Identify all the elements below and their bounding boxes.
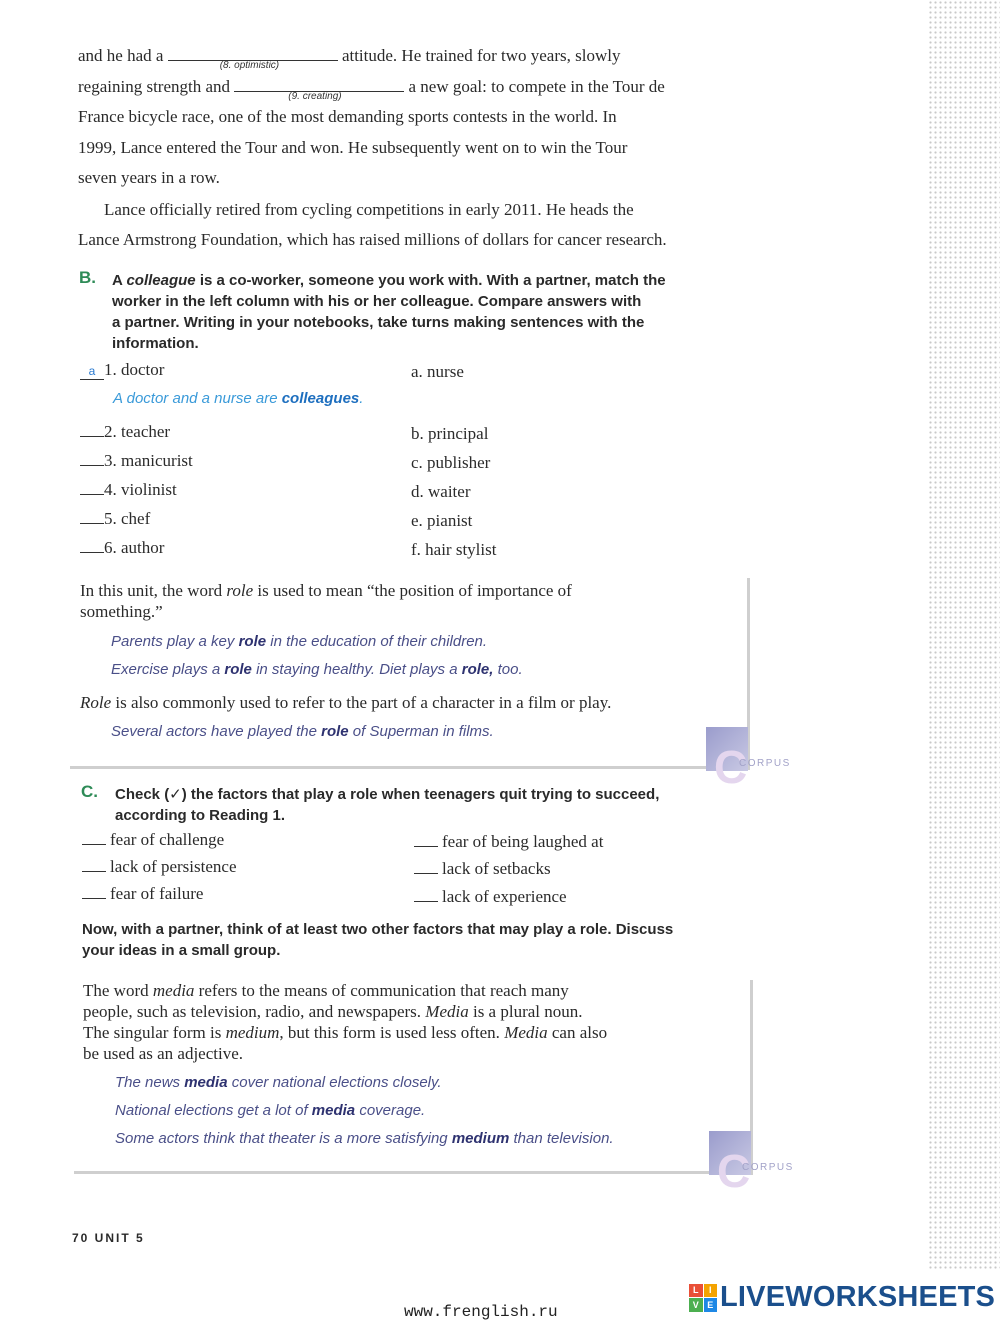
example-keyword: colleagues [281,390,360,407]
match-left-item: 6. author [104,538,165,557]
dotted-margin [928,0,1000,1270]
logo-cell: E [704,1298,718,1312]
ex-keyword: role, [461,661,494,678]
def-text: is used to mean “the position of importance of [253,581,572,600]
ex-text: in the education of their children. [266,633,488,650]
ex-text: cover national elections closely. [227,1074,442,1091]
logo-cell: I [704,1284,718,1298]
def-text: something.” [80,602,163,621]
ex-text: than television. [509,1130,614,1147]
instr-text: A [112,272,127,289]
instr-text: Check (✓) the factors that play a role when teenagers quit trying to succeed, [115,786,660,803]
match-left-item: 1. doctor [104,360,165,379]
def-text: The word [83,981,153,1000]
ex-text: coverage. [355,1102,426,1119]
instr-text: a partner. Writing in your notebooks, take turns making sentences with the [112,314,645,331]
role-also [80,692,611,713]
ex-text: of Superman in films. [348,723,494,740]
match-row-1 [80,360,164,380]
def-text: , but this form is used less often. [279,1023,505,1042]
def-text: people, such as television, radio, and newspapers. [83,1002,426,1021]
blank-8[interactable] [168,45,338,71]
check-label: fear of being laughed at [442,832,604,851]
example-text: . [359,390,364,407]
hint-9: (9. creating) [288,91,342,102]
check-blank[interactable] [82,831,106,845]
instr-text: information. [112,335,199,352]
match-left-item: 2. teacher [104,422,171,441]
answer-blank-3[interactable] [80,451,104,466]
check-label: fear of failure [110,884,204,903]
check-label: lack of experience [442,887,567,906]
check-blank[interactable] [82,858,106,872]
ex-keyword: role [238,633,267,650]
ex-text: Exercise plays a [111,661,225,678]
check-blank[interactable] [414,860,438,874]
match-example [113,390,363,407]
match-row-3 [80,451,193,471]
ex-keyword: media [311,1102,356,1119]
def-keyword: role [226,581,254,600]
example-text: A doctor and a nurse are [113,390,282,407]
page-footer: 70 UNIT 5 [72,1231,145,1245]
reading-line-5: seven years in a row. [78,168,220,187]
check-label: lack of setbacks [442,859,551,878]
match-row-2 [80,422,170,442]
match-right-item: a. nurse [411,362,464,381]
answer-blank-2[interactable] [80,422,104,437]
liveworksheets-logo [689,1281,995,1314]
logo-cell: L [689,1284,703,1298]
check-blank[interactable] [82,885,106,899]
answer-blank-6[interactable] [80,538,104,553]
check-item [82,884,203,904]
ex-text: in staying healthy. Diet plays a [251,661,462,678]
section-c-letter: C. [81,782,98,801]
media-example-1 [115,1074,442,1091]
reading-line-6: Lance officially retired from cycling competitions in early 2011. He heads the [104,200,634,219]
role-example-1 [111,633,487,650]
check-item [82,857,237,877]
liveworksheets-wordmark: LIVEWORKSHEETS [720,1281,996,1313]
role-example-3 [111,723,494,740]
check-blank[interactable] [414,833,438,847]
reading-text: regaining strength and [78,77,231,96]
def-text: refers to the means of communication that reach many [194,981,569,1000]
also-text: is also commonly used to refer to the part of a character in a film or play. [111,693,612,712]
def-text: In this unit, the word [80,581,227,600]
reading-text: attitude. He trained for two years, slowly [341,46,621,65]
answer-blank-5[interactable] [80,509,104,524]
reading-text: and he had a [78,46,164,65]
instr-text: your ideas in a small group. [82,942,281,959]
match-row-4 [80,480,177,500]
match-right-item: c. publisher [411,453,491,472]
def-text: can also [547,1023,608,1042]
match-right-item: d. waiter [411,482,471,501]
media-box-border [74,1171,752,1174]
ex-text: National elections get a lot of [115,1102,312,1119]
hint-8: (8. optimistic) [219,60,280,71]
ex-text: Some actors think that theater is a more satisfying [115,1130,452,1147]
instr-text: according to Reading 1. [115,807,286,824]
section-c-instructions [115,784,755,826]
def-text: The singular form is [83,1023,226,1042]
check-item [414,859,551,879]
answer-blank-4[interactable] [80,480,104,495]
instr-text: worker in the left column with his or her colleague. Compare answers with [112,293,642,310]
logo-cell: V [689,1298,703,1312]
ex-keyword: medium [451,1130,510,1147]
ex-text: Several actors have played the [111,723,322,740]
check-blank[interactable] [414,888,438,902]
liveworksheets-icon [689,1284,717,1312]
section-c-followup [82,919,752,961]
match-left-item: 5. chef [104,509,151,528]
media-example-2 [115,1102,425,1119]
reading-line-1 [78,45,621,71]
match-left-item: 4. violinist [104,480,177,499]
site-url: www.frenglish.ru [404,1303,558,1321]
ex-text: The news [115,1074,185,1091]
ex-keyword: role [321,723,349,740]
match-right-item: f. hair stylist [411,540,497,559]
reading-line-2 [78,76,665,102]
reading-text: a new goal: to compete in the Tour de [408,77,665,96]
reading-line-4: 1999, Lance entered the Tour and won. He subsequently went on to win the Tour [78,138,628,157]
def-keyword: Media [504,1023,548,1042]
instr-text: Now, with a partner, think of at least two other factors that may play a role. Discuss [82,921,674,938]
match-row-5 [80,509,150,529]
ex-text: Parents play a key [111,633,239,650]
reading-line-7: Lance Armstrong Foundation, which has raised millions of dollars for cancer research. [78,230,667,249]
corpus-logo-letter: C [714,741,748,793]
section-b-instructions [112,270,752,354]
check-item [82,830,224,850]
media-definition [83,980,743,1064]
corpus-label: CORPUS [739,758,791,769]
reading-line-3: France bicycle race, one of the most demanding sports contests in the world. In [78,107,617,126]
def-keyword: medium [225,1023,280,1042]
media-example-3 [115,1130,614,1147]
def-text: be used as an adjective. [83,1044,244,1063]
ex-text: too. [493,661,523,678]
role-example-2 [111,661,523,678]
instr-text: is a co-worker, someone you work with. With a partner, match the [195,272,666,289]
match-right-item: e. pianist [411,511,473,530]
def-text: is a plural noun. [468,1002,583,1021]
ex-keyword: media [184,1074,228,1091]
corpus-label: CORPUS [742,1162,794,1173]
match-row-6 [80,538,164,558]
answer-blank-1: a [80,365,104,380]
match-left-item: 3. manicurist [104,451,193,470]
role-box-border [70,766,750,769]
def-keyword: Media [425,1002,469,1021]
blank-9[interactable] [234,76,404,102]
check-item [414,832,603,852]
check-label: lack of persistence [110,857,237,876]
check-item [414,887,567,907]
also-keyword: Role [80,693,112,712]
section-b-letter: B. [79,268,96,287]
check-label: fear of challenge [110,830,225,849]
role-definition [80,580,740,622]
def-keyword: media [152,981,195,1000]
corpus-logo-letter: C [717,1145,751,1197]
ex-keyword: role [224,661,252,678]
match-right-item: b. principal [411,424,489,443]
instr-keyword: colleague [126,272,196,289]
